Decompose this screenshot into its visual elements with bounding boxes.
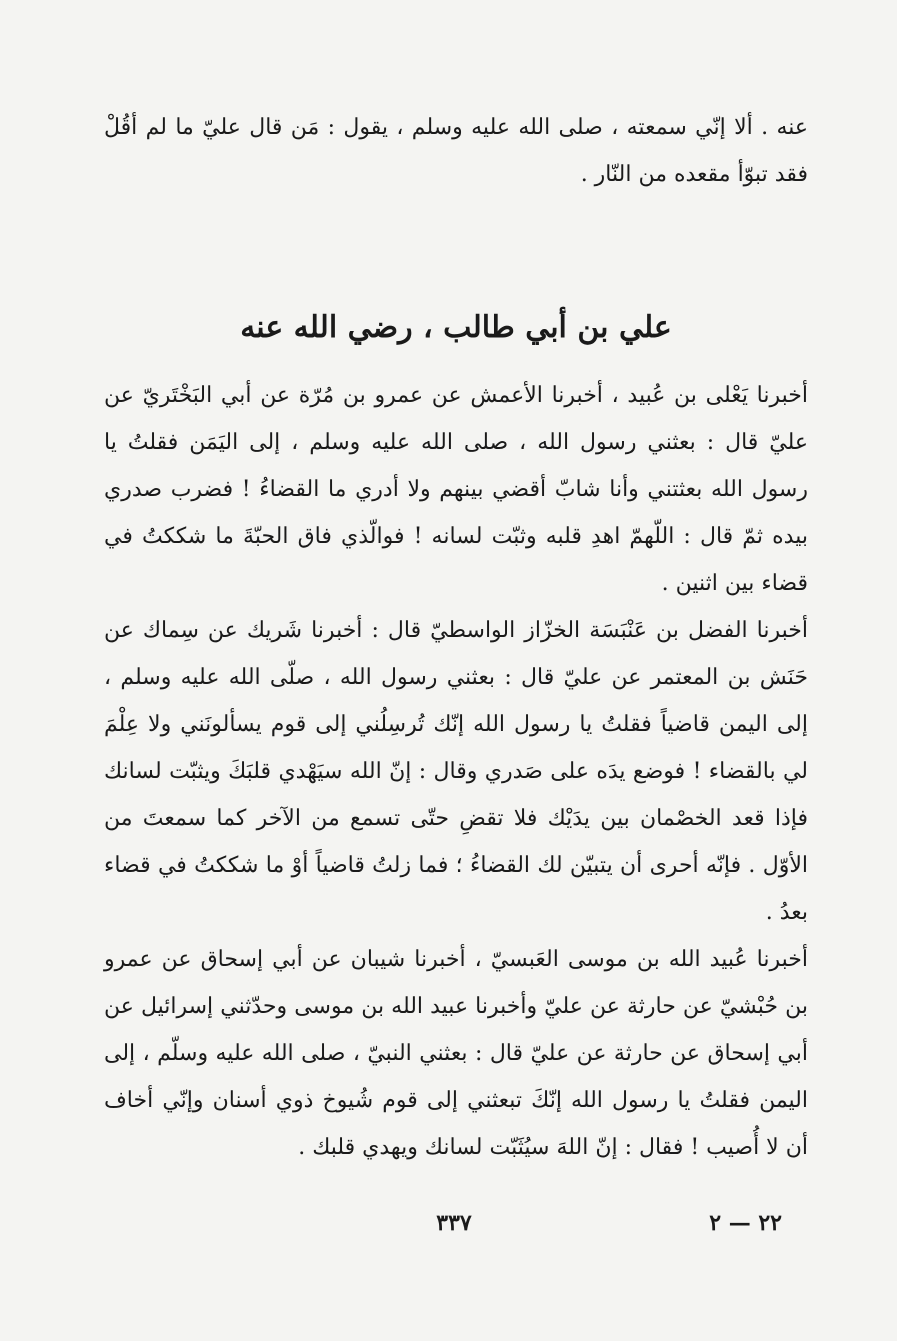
paragraph: أخبرنا يَعْلى بن عُبيد ، أخبرنا الأعمش عن عمرو بن مُرّة عن أبي البَخْتَريّ عن عليّ قال : بعثني رسول الله ، صلى الله عليه وسلم ، إلى اليَمَن فقلتُ يا رسول الله بعثتني وأنا شابّ أقضي بينهم ولا أدري ما القضاءُ ! فضرب صدري بيده ثمّ قال : اللّهمّ اهدِ قلبه وثبّت لسانه ! فوالّذي فاق الحبّةَ ما شككتُ في قضاء بين اثنين . xyxy=(104,383,808,596)
continued-paragraph: عنه . ألا إنّي سمعته ، صلى الله عليه وسلم ، يقول : مَن قال عليّ ما لم أقُلْ فقد تبوّأ مقعده من النّار . xyxy=(104,115,808,187)
section-heading: علي بن أبي طالب ، رضي الله عنه xyxy=(240,310,672,345)
section-body xyxy=(104,372,808,1171)
page-number: ٣٣٧ xyxy=(436,1210,472,1236)
paragraph: أخبرنا الفضل بن عَنْبَسَة الخزّاز الواسطيّ قال : أخبرنا شَريك عن سِماك عن حَنَش بن المعتمر عن عليّ قال : بعثني رسول الله ، صلّى الله عليه وسلم ، إلى اليمن قاضياً فقلتُ يا رسول الله إنّك تُرسِلُني إلى قوم يسألونَني ولا عِلْمَ لي بالقضاء ! فوضع يدَه على صَدري وقال : إنّ الله سيَهْدي قلبَكَ ويثبّت لسانك فإذا قعد الخصْمان بين يدَيْك فلا تقضِ حتّى تسمع من الآخر كما سمعتَ من الأوّل . فإنّه أحرى أن يتبيّن لك القضاءُ ؛ فما زلتُ قاضياً أوْ ما شككتُ في قضاء بعدُ . xyxy=(104,618,808,925)
signature-mark: ٢٢ — ٢ xyxy=(709,1210,782,1236)
paragraph: أخبرنا عُبيد الله بن موسى العَبسيّ ، أخبرنا شيبان عن أبي إسحاق عن عمرو بن حُبْشيّ عن حارثة عن عليّ وأخبرنا عبيد الله بن موسى وحدّثني إسرائيل عن أبي إسحاق عن حارثة عن عليّ قال : بعثني النبيّ ، صلى الله عليه وسلّم ، إلى اليمن فقلتُ يا رسول الله إنّكَ تبعثني إلى قوم شُيوخ ذوي أسنان وإنّي أخاف أن لا أُصيب ! فقال : إنّ اللهَ سيُثَبّت لسانك ويهدي قلبك . xyxy=(104,947,808,1160)
page-footer xyxy=(104,1203,808,1243)
